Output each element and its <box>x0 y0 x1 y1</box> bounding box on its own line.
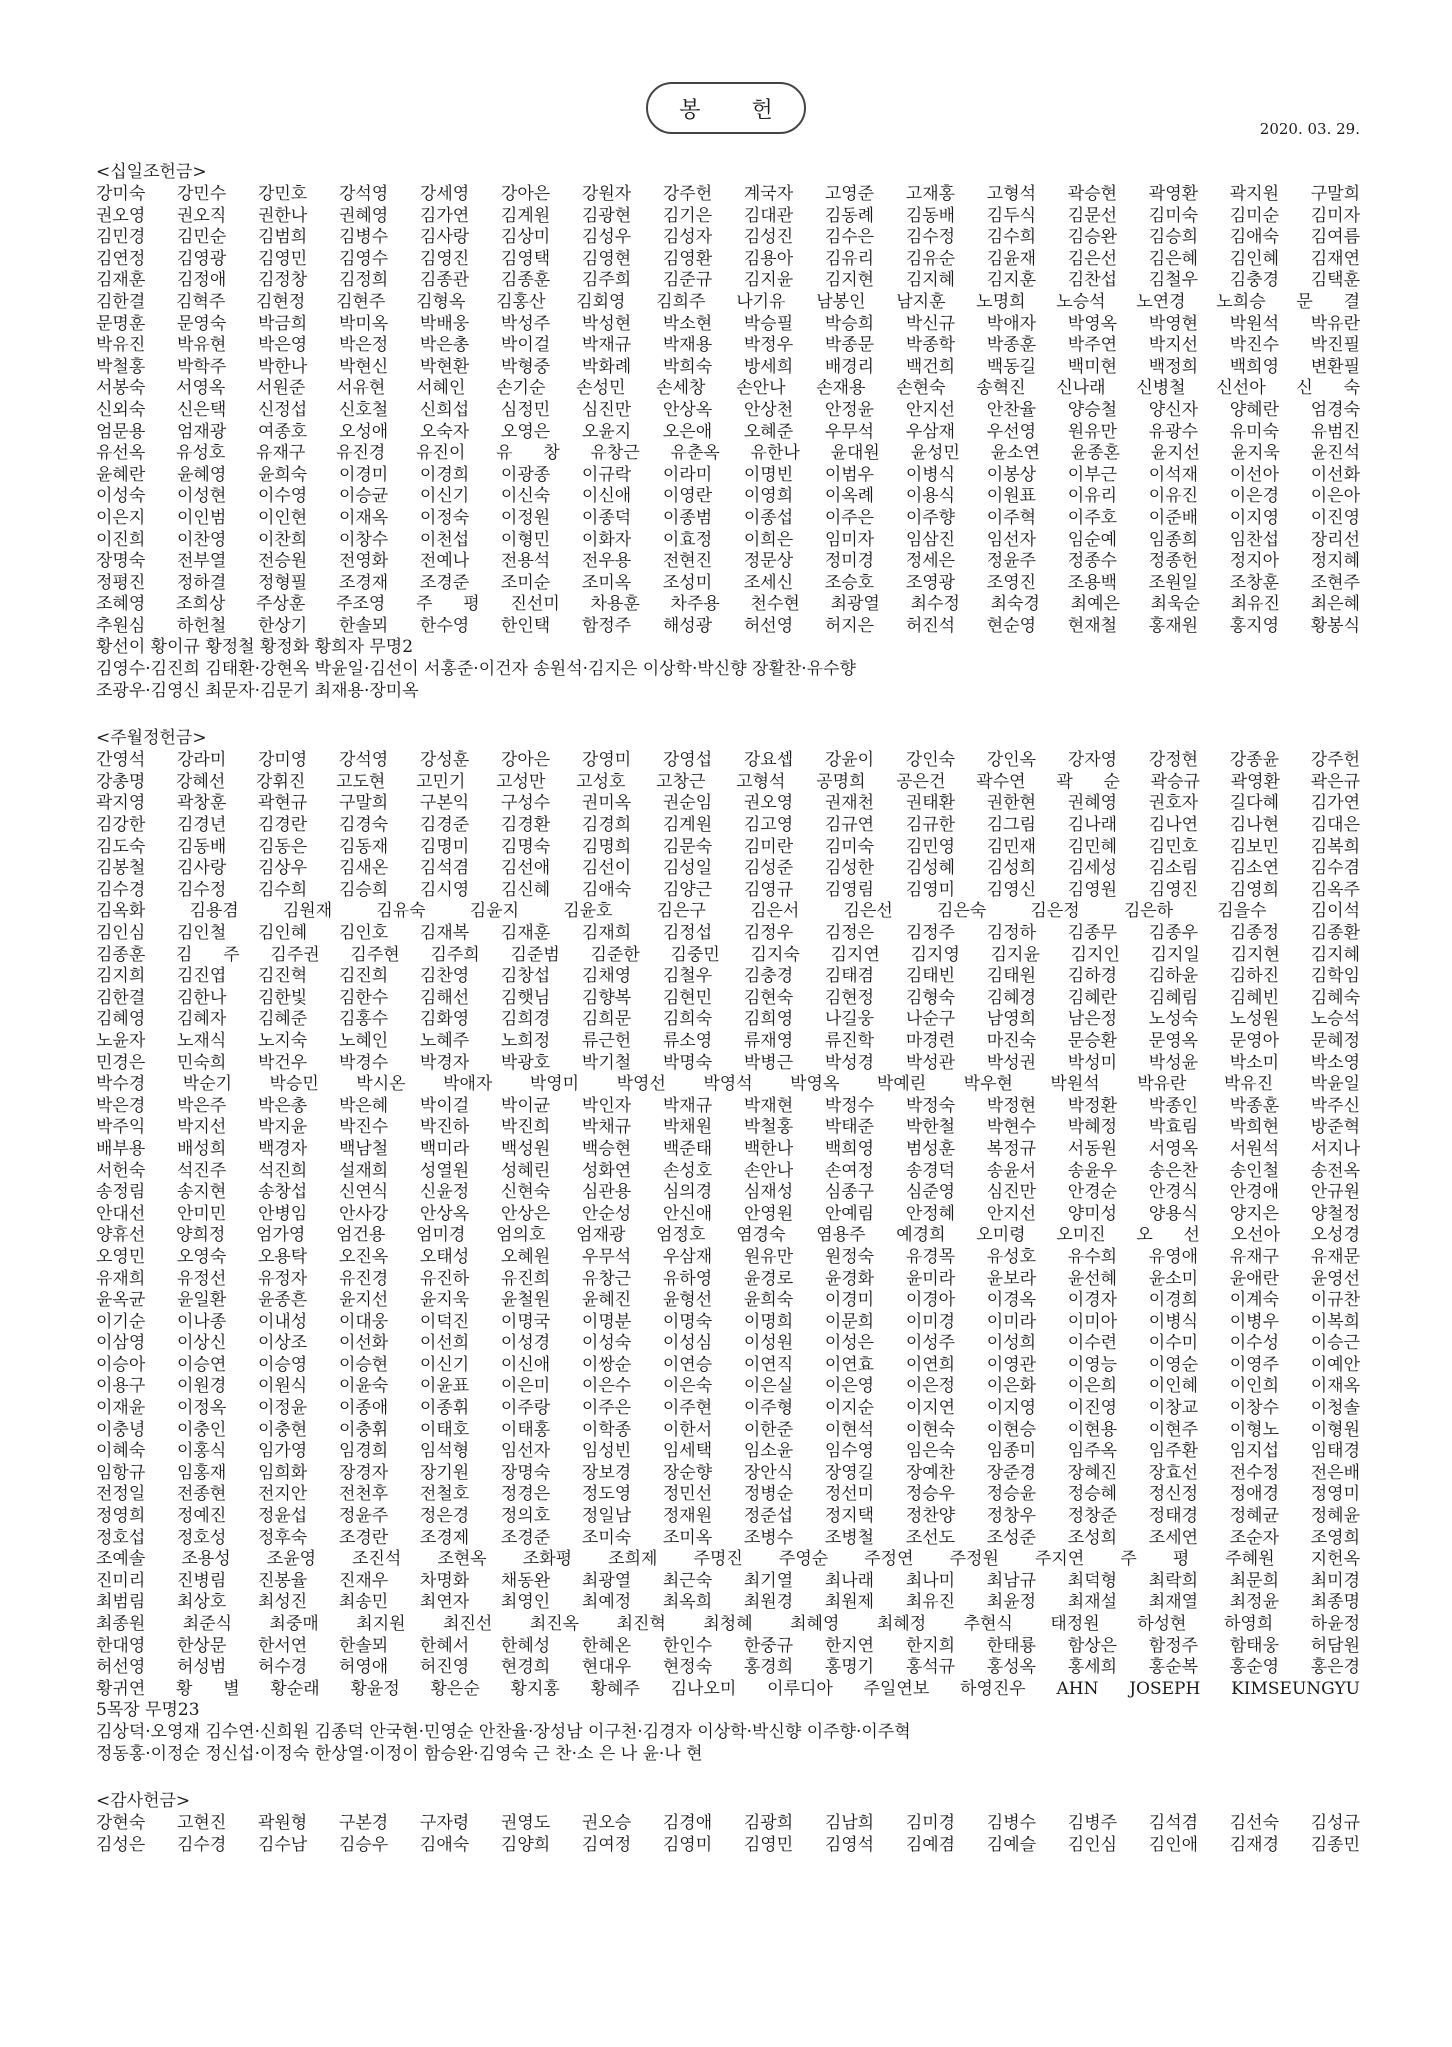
name-list <box>96 750 1360 1700</box>
name-row: 김민경 김민순 김범희 김병수 김사랑 김상미 김성우 김성자 김성진 김수은 김수정 김수희 김승완 김승희 김애숙 김여름 <box>96 227 1360 248</box>
bulletin-date: 2020. 03. 29. <box>1259 120 1360 138</box>
name-row-tail: 5목장 무명23 <box>96 1700 200 1721</box>
name-row: 이기순 이나종 이내성 이대웅 이덕진 이명국 이명분 이명숙 이명희 이문희 이미경 이미라 이미아 이병식 이병우 이복희 <box>96 1311 1360 1332</box>
name-row: 박은경 박은주 박은총 박은혜 박이걸 박이균 박인자 박재규 박재현 박정수 박정숙 박정현 박정환 박종인 박종훈 박주신 <box>96 1095 1360 1116</box>
offering-list <box>96 160 1360 1856</box>
name-row: 김봉철 김사랑 김상우 김새온 김석겸 김선애 김선이 김성일 김성준 김성한 김성혜 김성희 김세성 김소림 김소연 김수겸 <box>96 858 1360 879</box>
name-row: 박철홍 박학주 박한나 박현신 박현환 박형중 박화례 박희숙 방세희 배경리 백건희 백동길 백미현 백정희 백희영 변환필 <box>96 356 1360 377</box>
name-list <box>96 1813 1360 1856</box>
name-row: 정평진 정하결 정형필 조경재 조경준 조미순 조미옥 조성미 조세신 조승호 조영광 조영진 조용백 조원일 조창훈 조현주 <box>96 572 1360 593</box>
name-row: 임항규 임홍재 임희화 장경자 장기원 장명숙 장보경 장순향 장안식 장영길 장예찬 장준경 장혜진 장효선 전수정 전은배 <box>96 1462 1360 1483</box>
name-row: 김성은 김수경 김수남 김승우 김애숙 김양희 김여정 김영미 김영민 김영석 김예겸 김예슬 김인심 김인애 김재경 김종민 <box>96 1834 1360 1855</box>
name-row: 김종훈 김 주 김주권 김주현 김주희 김준범 김준한 김중민 김지숙 김지연 김지영 김지윤 김지인 김지일 김지현 김지혜 <box>96 944 1360 965</box>
name-row: 박수경 박순기 박승민 박시온 박애자 박영미 박영선 박영석 박영옥 박예린 박우현 박원석 박유란 박유진 박윤일 <box>96 1074 1360 1095</box>
name-row-tail: 황선이 황이규 황정철 황정화 황희자 무명2 <box>96 637 414 658</box>
name-row: 곽지영 곽창훈 곽현규 구말희 구본익 구성수 권미옥 권순임 권오영 권재천 권태환 권한현 권혜영 권호자 길다혜 김가연 <box>96 793 1360 814</box>
name-row: 이충녕 이충인 이충현 이충휘 이태호 이태홍 이학종 이한서 이한준 이현석 이현숙 이현승 이현용 이현주 이형노 이형원 <box>96 1419 1360 1440</box>
name-row: 김한결 김한나 김한빛 김한수 김해선 김햇님 김향복 김현민 김현숙 김현정 김형숙 김혜경 김혜란 김혜림 김혜빈 김혜숙 <box>96 987 1360 1008</box>
name-row: 권오영 권오직 권한나 권혜영 김가연 김계원 김광현 김기은 김대관 김동례 김동배 김두식 김문선 김미숙 김미순 김미자 <box>96 205 1360 226</box>
name-row: 윤옥균 윤일환 윤종흔 윤지선 윤지욱 윤철원 윤혜진 윤형선 윤희숙 이경미 이경아 이경옥 이경자 이경희 이계숙 이규찬 <box>96 1290 1360 1311</box>
name-row: 민경은 민숙희 박건우 박경수 박경자 박광호 박기철 박명숙 박병근 박성경 박성관 박성권 박성미 박성윤 박소미 박소영 <box>96 1052 1360 1073</box>
section-header: <감사헌금> <box>96 1791 191 1812</box>
name-row: 김연정 김영광 김영민 김영수 김영진 김영택 김영현 김영환 김용아 김유리 김유순 김윤재 김은선 김은혜 김인혜 김재연 <box>96 248 1360 269</box>
name-row: 박유진 박유현 박은영 박은정 박은총 박이걸 박재규 박재용 박정우 박종문 박종학 박종훈 박주연 박지선 박진수 박진필 <box>96 335 1360 356</box>
name-row: 김혜영 김혜자 김혜준 김홍수 김화영 김희경 김희문 김희숙 김희영 나길웅 나순구 남영희 남은정 노성숙 노성원 노승석 <box>96 1009 1360 1030</box>
name-row: 추원심 하헌철 한상기 한솔뫼 한수영 한인택 함정주 해성광 허선영 허지은 허진석 현순영 현재철 홍재원 홍지영 황봉식 <box>96 615 1360 636</box>
name-row: 유재희 유정선 유정자 유진경 유진하 유진희 유창근 유하영 윤경로 윤경화 윤미라 윤보라 윤선혜 윤소미 윤애란 윤영선 <box>96 1268 1360 1289</box>
name-row: 송정림 송지현 송창섭 신연식 신윤정 신현숙 심관용 심의경 심재성 심종구 심준영 심진만 안경순 안경식 안경애 안규원 <box>96 1182 1360 1203</box>
name-row: 김한결 김혁주 김현정 김현주 김형옥 김홍산 김회영 김희주 나기유 남봉인 남지훈 노명희 노승석 노연경 노희승 문 결 <box>96 291 1360 312</box>
section-thanks <box>96 1789 1360 1856</box>
name-row: 이은지 이인범 이인현 이재옥 이정숙 이정원 이종덕 이종범 이종섭 이주은 이주향 이주혁 이주호 이준배 이지영 이진영 <box>96 507 1360 528</box>
name-row: 이성숙 이성현 이수영 이승균 이신기 이신숙 이신애 이영란 이영희 이옥례 이용식 이원표 이유리 이유진 이은경 이은아 <box>96 486 1360 507</box>
name-row: 박주익 박지선 박지윤 박진수 박진하 박진희 박채규 박채원 박철홍 박태준 박한철 박현수 박혜정 박효림 박희현 방준혁 <box>96 1117 1360 1138</box>
name-row-tail: 김영수·김진희 김태환·강현옥 박윤일·김선이 서홍준·이건자 송원석·김지은 이상학·박신향 장활찬·유수향 <box>96 659 856 680</box>
title-badge <box>646 82 806 134</box>
name-row-tail: 정동홍·이정순 정신섭·이정숙 한상열·이정이 함승완·김영숙 근 찬·소 은 나 윤·나 현 <box>96 1743 703 1764</box>
name-row-tail: 김상덕·오영재 김수연·신희원 김종덕 안국현·민영순 안찬율·장성남 이구천·김경자 이상학·박신향 이주향·이주혁 <box>96 1721 911 1742</box>
name-list-tail <box>96 1700 1360 1765</box>
name-row: 문명훈 문영숙 박금희 박미옥 박배웅 박성주 박성현 박소현 박승필 박승희 박신규 박애자 박영옥 박영현 박원석 박유란 <box>96 313 1360 334</box>
name-row: 간영석 강라미 강미영 강석영 강성훈 강아은 강영미 강영섭 강요셉 강윤이 강인숙 강인옥 강자영 강정현 강종윤 강주헌 <box>96 750 1360 771</box>
name-row: 서헌숙 석진주 석진희 설재희 성열원 성혜린 성화연 손성호 손안나 손여정 송경덕 송윤서 송윤우 송은찬 송인철 송전옥 <box>96 1160 1360 1181</box>
name-row: 조혜영 조희상 주상훈 주조영 주 평 진선미 차용훈 차주용 천수현 최광열 최수정 최숙경 최예은 최욱순 최유진 최은혜 <box>96 594 1360 615</box>
name-row: 한대영 한상문 한서연 한솔뫼 한혜서 한혜성 한혜온 한인수 한중규 한지연 한지희 한태룡 함상은 함정주 함태웅 허담원 <box>96 1635 1360 1656</box>
name-row: 정영희 정예진 정윤섭 정윤주 정은경 정의호 정일남 정재원 정준섭 정지택 정찬양 정창우 정창준 정태경 정혜균 정혜윤 <box>96 1506 1360 1527</box>
name-row: 김재훈 김정애 김정창 김정희 김종관 김종훈 김주희 김준규 김지윤 김지현 김지혜 김지훈 김찬섭 김철우 김충경 김택훈 <box>96 270 1360 291</box>
section-weekly <box>96 726 1360 1765</box>
name-row: 진미리 진병림 진봉율 진재우 차명화 채동완 최광열 최근숙 최기열 최나래 최나미 최남규 최덕형 최락희 최문희 최미경 <box>96 1570 1360 1591</box>
name-row: 강총명 강혜선 강휘진 고도현 고민기 고성만 고성호 고창근 고형석 공명희 공은건 곽수연 곽 순 곽승규 곽영환 곽은규 <box>96 771 1360 792</box>
name-row: 김도숙 김동배 김동은 김동재 김명미 김명숙 김명희 김문숙 김미란 김미숙 김민영 김민재 김민혜 김민호 김보민 김복희 <box>96 836 1360 857</box>
name-row: 이승아 이승연 이승영 이승현 이신기 이신애 이쌍순 이연승 이연직 이연효 이연희 이영관 이영능 이영순 이영주 이예안 <box>96 1354 1360 1375</box>
name-row: 윤혜란 윤혜영 윤희숙 이경미 이경희 이광종 이규락 이라미 이명빈 이범우 이병식 이봉상 이부근 이석재 이선아 이선화 <box>96 464 1360 485</box>
name-row: 최종원 최준식 최중매 최지원 최진선 최진옥 최진혁 최청혜 최혜영 최혜정 추현식 태정원 하성현 하영희 하윤정 <box>96 1614 1360 1634</box>
name-row: 배부용 배성희 백경자 백남철 백미라 백성원 백승현 백준태 백한나 백희영 범성훈 복정규 서동원 서영옥 서원석 서지나 <box>96 1138 1360 1159</box>
name-row: 양휴선 양희정 엄가영 엄건용 엄미경 엄의호 엄재광 엄정호 염경숙 염용주 예경희 오미령 오미진 오 선 오선아 오성경 <box>96 1225 1360 1246</box>
name-row: 정호섭 정호성 정후숙 조경란 조경제 조경준 조미숙 조미옥 조병수 조병철 조선도 조성준 조성희 조세연 조순자 조영희 <box>96 1527 1360 1548</box>
name-row: 김인심 김인철 김인혜 김인호 김재복 김재훈 김재희 김정섭 김정우 김정은 김정주 김정하 김종무 김종우 김종정 김종환 <box>96 923 1360 943</box>
name-row: 장명숙 전부열 전승원 전영화 전예나 전용석 전우용 전현진 정문상 정미경 정세은 정윤주 정종수 정종헌 정지아 정지혜 <box>96 551 1360 572</box>
name-row: 노윤자 노재식 노지숙 노혜인 노혜주 노희정 류근헌 류소영 류재영 류진학 마경련 마진숙 문승환 문영옥 문영아 문혜정 <box>96 1030 1360 1051</box>
section-tithe <box>96 160 1360 702</box>
name-row: 최범림 최상호 최성진 최송민 최연자 최영인 최예정 최옥희 최원경 최원제 최유진 최윤정 최재설 최재열 최정윤 최종명 <box>96 1592 1360 1613</box>
name-row: 엄문용 엄재광 여종호 오성애 오숙자 오영은 오윤지 오은애 오혜준 우무석 우삼재 우선영 원유만 유광수 유미숙 유범진 <box>96 421 1360 442</box>
name-row: 서봉숙 서영옥 서원준 서유현 서혜인 손기순 손성민 손세창 손안나 손재용 손현숙 송혁진 신나래 신병철 신선아 신 숙 <box>96 378 1360 399</box>
name-row: 신외숙 신은택 신정섭 신호철 신희섭 심정민 심진만 안상옥 안상천 안정윤 안지선 안찬율 양승철 양신자 양혜란 엄경숙 <box>96 399 1360 420</box>
name-row: 황귀연 황 별 황순래 황윤정 황은순 황지홍 황혜주 김나오미 이루디아 주일연보 하영진우 AHN JOSEPH KIMSEUNGYU <box>96 1678 1360 1699</box>
name-row: 김옥화 김용겸 김원재 김유숙 김윤지 김윤호 김은구 김은서 김은선 김은숙 김은정 김은하 김을수 김이석 <box>96 901 1360 922</box>
name-row: 강미숙 강민수 강민호 강석영 강세영 강아은 강원자 강주헌 계국자 고영준 고재홍 고형석 곽승현 곽영환 곽지원 구말희 <box>96 184 1360 204</box>
name-row: 오영민 오영숙 오용탁 오진옥 오태성 오혜원 우무석 우삼재 원유만 원정숙 유경목 유성호 유수희 유영애 유재구 유재문 <box>96 1246 1360 1267</box>
name-row: 전정일 전종현 전지안 전천후 전철호 정경은 정도영 정민선 정병순 정선미 정승우 정승윤 정승혜 정신정 정애경 정영미 <box>96 1484 1360 1505</box>
name-row: 이혜숙 이홍식 임가영 임경희 임석형 임선자 임성빈 임세택 임소윤 임수영 임은숙 임종미 임주옥 임주환 임지섭 임태경 <box>96 1441 1360 1462</box>
name-row: 이용구 이원경 이원식 이윤숙 이윤표 이은미 이은수 이은숙 이은실 이은영 이은정 이은화 이은희 이인혜 이인희 이재옥 <box>96 1376 1360 1397</box>
name-row: 조예솔 조용성 조윤영 조진석 조현옥 조화평 조희제 주명진 주영순 주정연 주정원 주지연 주 평 주혜원 지헌옥 <box>96 1549 1360 1570</box>
name-row: 김수경 김수정 김수희 김승희 김시영 김신혜 김애숙 김양근 김영규 김영림 김영미 김영신 김영원 김영진 김영희 김옥주 <box>96 879 1360 900</box>
name-row: 강현숙 고현진 곽원형 구본경 구자령 권영도 권오승 김경애 김광희 김남희 김미경 김병수 김병주 김석겸 김선숙 김성규 <box>96 1813 1360 1834</box>
section-header: <주월정헌금> <box>96 728 207 749</box>
name-row: 허선영 허성범 허수경 허영애 허진영 현경희 현대우 현정숙 홍경희 홍명기 홍석규 홍성옥 홍세희 홍순복 홍순영 홍은경 <box>96 1657 1360 1678</box>
page-title: 봉 헌 <box>679 97 795 123</box>
name-row: 유선옥 유성호 유재구 유진경 유진이 유 창 유창근 유춘옥 유한나 윤대원 윤성민 윤소연 윤종혼 윤지선 윤지욱 윤진석 <box>96 443 1360 464</box>
name-row: 이재윤 이정옥 이정윤 이종애 이종휘 이주랑 이주은 이주현 이주형 이지순 이지연 이지영 이진영 이창교 이창수 이청솔 <box>96 1398 1360 1419</box>
name-list <box>96 184 1360 637</box>
section-header: <십일조헌금> <box>96 162 207 182</box>
name-list-tail <box>96 637 1360 702</box>
name-row: 이진희 이찬영 이찬희 이창수 이천섭 이형민 이화자 이효정 이희은 임미자 임삼진 임선자 임순예 임종희 임찬섭 장리선 <box>96 529 1360 550</box>
name-row: 김지희 김진엽 김진혁 김진희 김찬영 김창섭 김채영 김철우 김충경 김태겸 김태빈 김태원 김하경 김하윤 김하진 김학임 <box>96 966 1360 987</box>
name-row: 안대선 안미민 안병임 안사강 안상옥 안상은 안순성 안신애 안영원 안예림 안정혜 안지선 양미성 양용식 양지은 양철정 <box>96 1203 1360 1224</box>
name-row: 김강한 김경년 김경란 김경숙 김경준 김경환 김경희 김계원 김고영 김규연 김규한 김그림 김나래 김나연 김나현 김대은 <box>96 815 1360 836</box>
name-row-tail: 조광우·김영신 최문자·김문기 최재용·장미옥 <box>96 680 419 701</box>
name-row: 이삼영 이상신 이상조 이선화 이선희 이성경 이성숙 이성심 이성원 이성은 이성주 이성희 이수련 이수미 이수성 이승근 <box>96 1333 1360 1354</box>
